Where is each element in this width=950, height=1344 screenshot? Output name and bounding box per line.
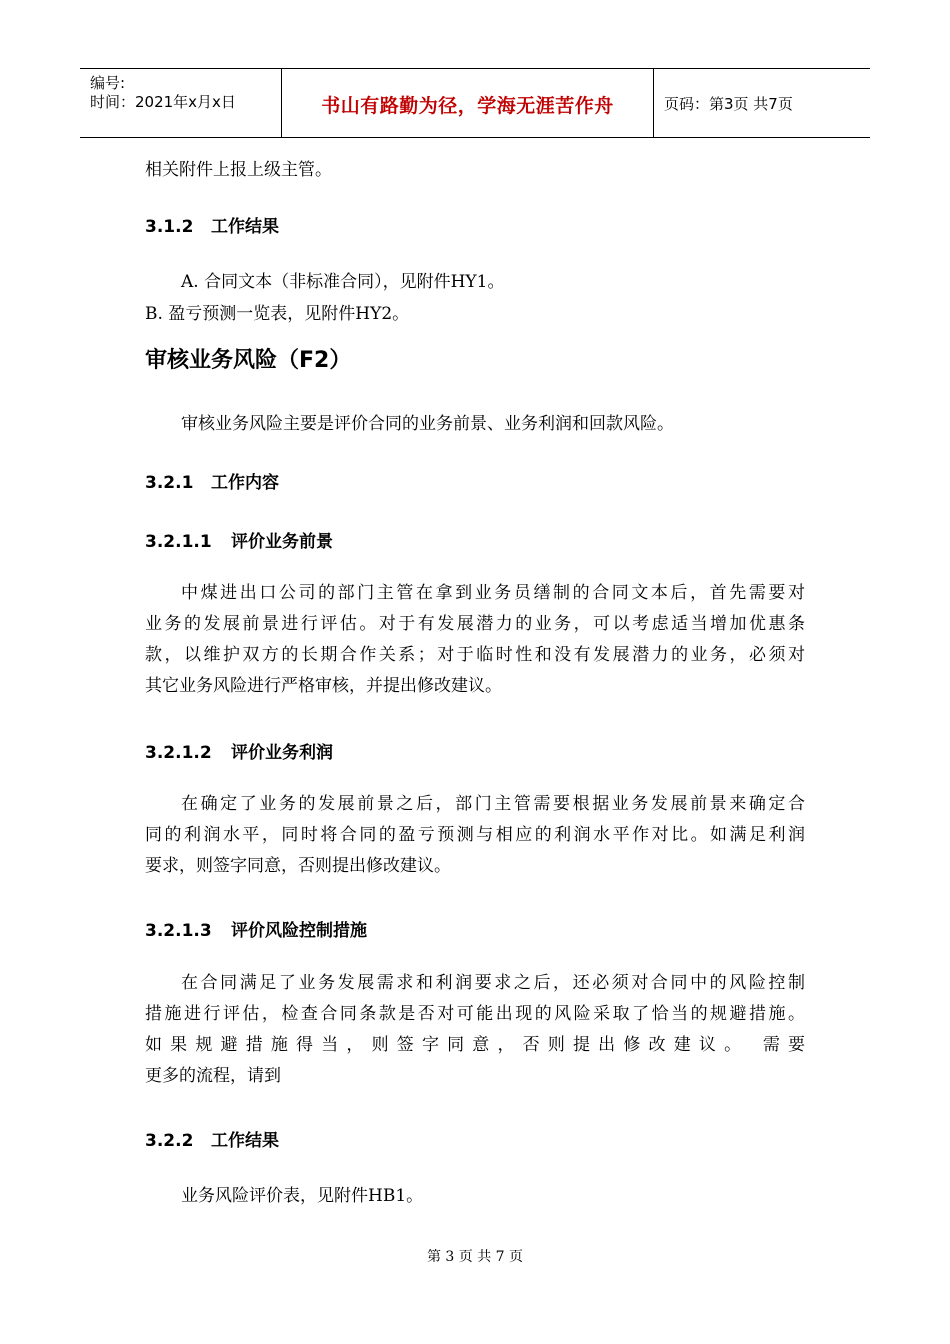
header-meta-cell xyxy=(80,69,282,137)
paragraph-line: 更多的流程，请到 xyxy=(145,1066,281,1086)
paragraph-line-left: 如果规避措施得当，则签字同意，否则提出修改建议。 xyxy=(145,1035,750,1055)
paragraph-line xyxy=(145,1030,805,1061)
paragraph-risk-control xyxy=(145,968,805,1092)
section-number: 3.2.1.2 xyxy=(145,743,212,763)
section-3-1-2-heading xyxy=(145,212,279,237)
result-line: 业务风险评价表，见附件HB1。 xyxy=(181,1186,424,1206)
paragraph-line: 中煤进出口公司的部门主管在拿到业务员缮制的合同文本后，首先需要对 xyxy=(181,583,805,603)
paragraph-line: 款，以维护双方的长期合作关系；对于临时性和没有发展潜力的业务，必须对 xyxy=(145,645,805,665)
section-3-2-1-heading xyxy=(145,468,279,493)
paragraph-business-prospect xyxy=(145,578,805,702)
paragraph-line: 要求，则签字同意，否则提出修改建议。 xyxy=(145,856,451,876)
section-3-2-1-2-heading xyxy=(145,738,333,763)
doc-time-label: 时间：2021年x月x日 xyxy=(90,93,236,111)
paragraph-line: 措施进行评估，检查合同条款是否对可能出现的风险采取了恰当的规避措施。 xyxy=(145,1004,805,1024)
section-3-2-1-1-heading xyxy=(145,527,333,552)
section-number: 3.2.2 xyxy=(145,1131,194,1151)
section-title: 评价风险控制措施 xyxy=(231,921,367,941)
heading-review-business-risk: 审核业务风险（F2） xyxy=(145,348,352,373)
section-title: 评价业务利润 xyxy=(231,743,333,763)
page-footer: 第 3 页 共 7 页 xyxy=(426,1249,524,1265)
doc-number-label: 编号: xyxy=(90,74,126,92)
paragraph-line-right: 需要 xyxy=(762,1035,806,1055)
paragraph-line: 业务的发展前景进行评估。对于有发展潜力的业务，可以考虑适当增加优惠条 xyxy=(145,614,805,634)
page-header-table xyxy=(80,68,870,138)
list-item-b: B. 盈亏预测一览表，见附件HY2。 xyxy=(145,304,410,324)
section-title: 评价业务前景 xyxy=(231,532,333,552)
paragraph-line: 其它业务风险进行严格审核，并提出修改建议。 xyxy=(145,676,502,696)
section-number: 3.2.1 xyxy=(145,473,194,493)
section-3-2-1-3-heading xyxy=(145,916,367,941)
paragraph-line: 在确定了业务的发展前景之后，部门主管需要根据业务发展前景来确定合 xyxy=(181,794,805,814)
section-number: 3.2.1.1 xyxy=(145,532,212,552)
section-3-2-2-heading xyxy=(145,1126,279,1151)
header-page-number: 页码：第3页 共7页 xyxy=(664,95,793,113)
section-title: 工作结果 xyxy=(211,217,279,237)
header-motto: 书山有路勤为径，学海无涯苦作舟 xyxy=(321,95,614,117)
section-number: 3.1.2 xyxy=(145,217,194,237)
intro-paragraph: 审核业务风险主要是评价合同的业务前景、业务利润和回款风险。 xyxy=(181,414,674,434)
list-item-a: A. 合同文本（非标准合同），见附件HY1。 xyxy=(181,272,505,292)
header-motto-cell xyxy=(282,69,654,137)
section-number: 3.2.1.3 xyxy=(145,921,212,941)
header-page-cell xyxy=(654,69,870,137)
paragraph-line: 同的利润水平，同时将合同的盈亏预测与相应的利润水平作对比。如满足利润 xyxy=(145,825,805,845)
section-title: 工作内容 xyxy=(211,473,279,493)
paragraph-line: 在合同满足了业务发展需求和利润要求之后，还必须对合同中的风险控制 xyxy=(181,973,805,993)
continuation-line: 相关附件上报上级主管。 xyxy=(145,160,332,180)
section-title: 工作结果 xyxy=(211,1131,279,1151)
paragraph-business-profit xyxy=(145,789,805,882)
